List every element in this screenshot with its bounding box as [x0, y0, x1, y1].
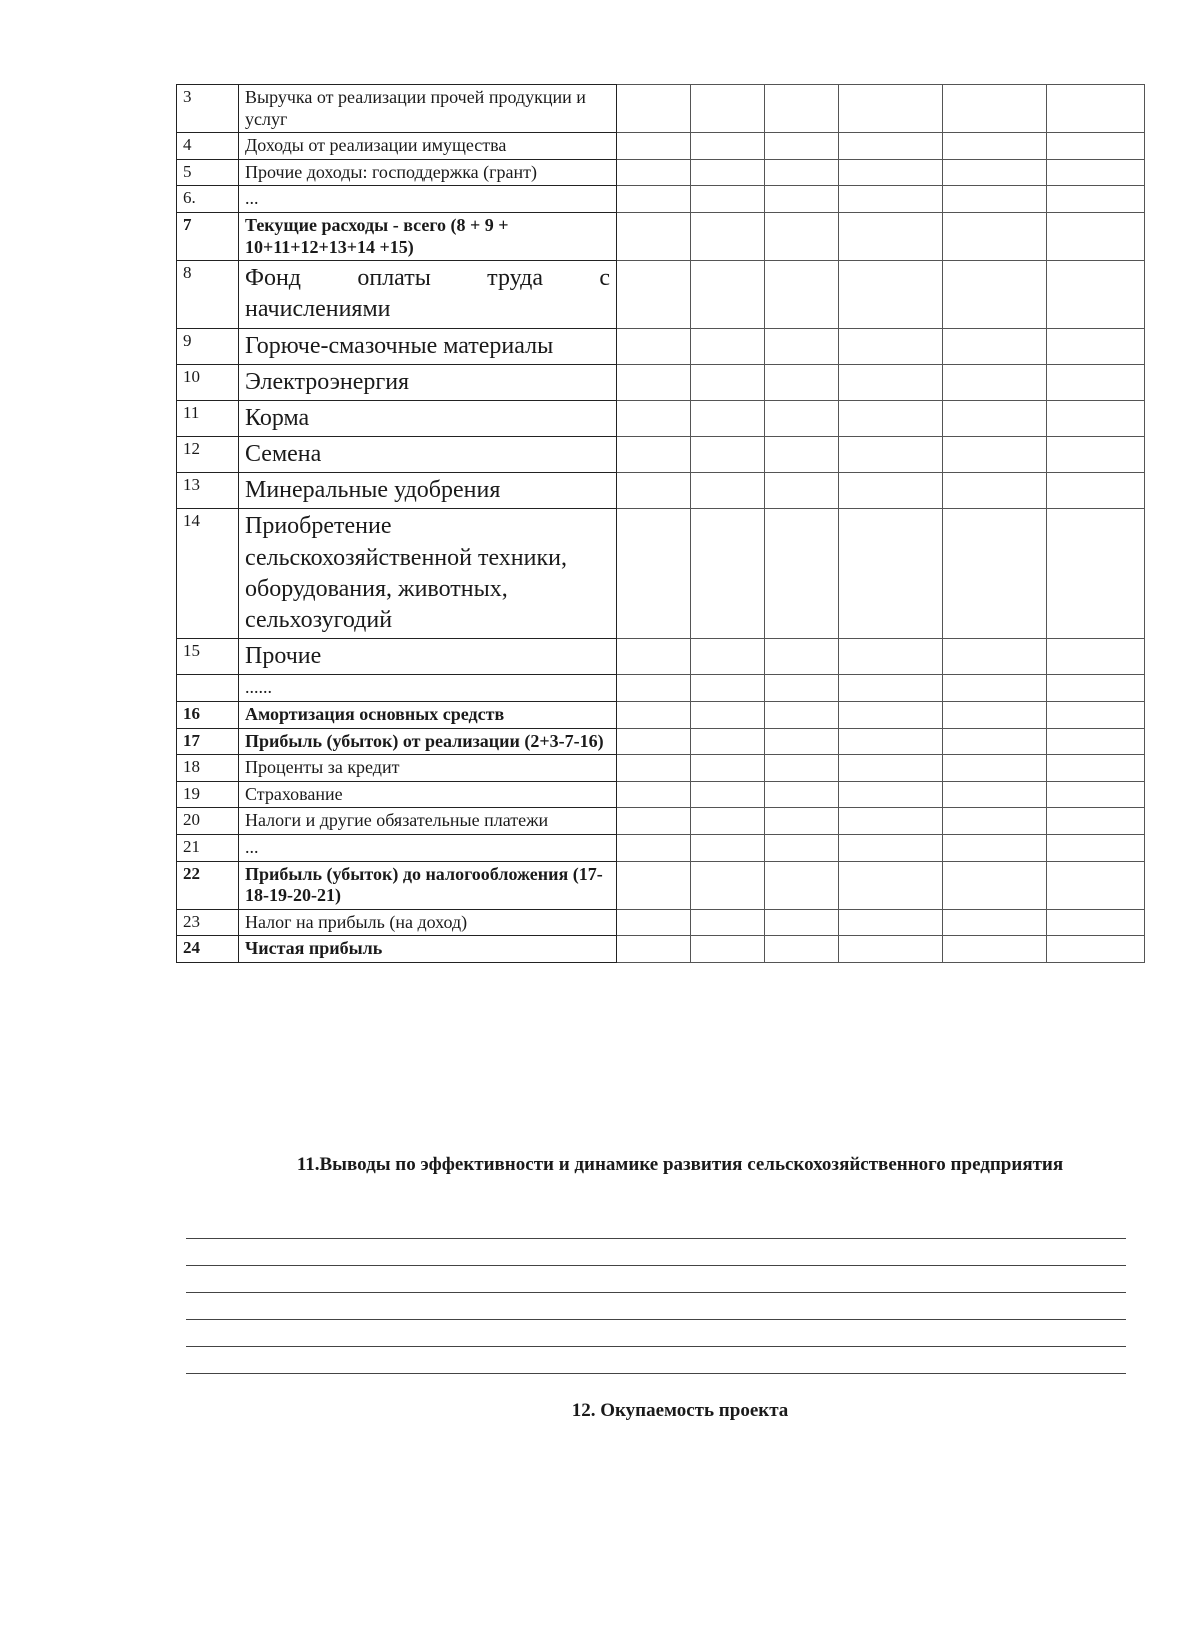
- value-cell[interactable]: [617, 159, 691, 186]
- row-indicator-name: ...: [239, 186, 617, 213]
- value-cell[interactable]: [691, 936, 765, 963]
- value-cell[interactable]: [691, 702, 765, 729]
- value-cell[interactable]: [691, 728, 765, 755]
- value-cell[interactable]: [765, 861, 839, 909]
- value-cell[interactable]: [943, 186, 1047, 213]
- value-cell[interactable]: [691, 861, 765, 909]
- value-cell[interactable]: [617, 834, 691, 861]
- value-cell[interactable]: [839, 808, 943, 835]
- value-cell[interactable]: [943, 473, 1047, 509]
- row-indicator-name: Горюче-смазочные материалы: [239, 328, 617, 364]
- value-cell[interactable]: [839, 85, 943, 133]
- value-cell[interactable]: [691, 437, 765, 473]
- table-row: [177, 834, 1145, 861]
- row-number: 11: [177, 400, 239, 436]
- value-cell[interactable]: [617, 808, 691, 835]
- value-cell[interactable]: [839, 781, 943, 808]
- value-cell[interactable]: [765, 808, 839, 835]
- value-cell[interactable]: [839, 509, 943, 639]
- value-cell[interactable]: [617, 781, 691, 808]
- table-row: [177, 437, 1145, 473]
- row-number: 8: [177, 261, 239, 328]
- blank-line[interactable]: [186, 1347, 1126, 1374]
- value-cell[interactable]: [691, 909, 765, 936]
- value-cell[interactable]: [617, 936, 691, 963]
- value-cell[interactable]: [943, 159, 1047, 186]
- value-cell[interactable]: [691, 473, 765, 509]
- row-indicator-name: Семена: [239, 437, 617, 473]
- value-cell[interactable]: [765, 328, 839, 364]
- row-indicator-name: Прибыль (убыток) до налогообложения (17-18-19-20-21): [239, 861, 617, 909]
- row-number: 17: [177, 728, 239, 755]
- value-cell[interactable]: [1047, 212, 1145, 260]
- table-row: [177, 639, 1145, 675]
- value-cell[interactable]: [617, 755, 691, 782]
- value-cell[interactable]: [617, 639, 691, 675]
- blank-line[interactable]: [186, 1293, 1126, 1320]
- value-cell[interactable]: [943, 755, 1047, 782]
- value-cell[interactable]: [943, 509, 1047, 639]
- row-indicator-name: Минеральные удобрения: [239, 473, 617, 509]
- value-cell[interactable]: [943, 728, 1047, 755]
- value-cell[interactable]: [765, 509, 839, 639]
- value-cell[interactable]: [1047, 261, 1145, 328]
- row-number: 23: [177, 909, 239, 936]
- row-indicator-name: Доходы от реализации имущества: [239, 133, 617, 160]
- value-cell[interactable]: [691, 364, 765, 400]
- value-cell[interactable]: [1047, 400, 1145, 436]
- value-cell[interactable]: [765, 702, 839, 729]
- table-row: [177, 509, 1145, 639]
- row-indicator-name: Корма: [239, 400, 617, 436]
- table-row: [177, 861, 1145, 909]
- value-cell[interactable]: [1047, 509, 1145, 639]
- value-cell[interactable]: [617, 473, 691, 509]
- row-number: 9: [177, 328, 239, 364]
- value-cell[interactable]: [1047, 834, 1145, 861]
- value-cell[interactable]: [839, 755, 943, 782]
- row-indicator-name: ......: [239, 675, 617, 702]
- value-cell[interactable]: [691, 639, 765, 675]
- value-cell[interactable]: [1047, 936, 1145, 963]
- value-cell[interactable]: [943, 781, 1047, 808]
- value-cell[interactable]: [839, 639, 943, 675]
- table-row: [177, 212, 1145, 260]
- blank-line[interactable]: [186, 1320, 1126, 1347]
- value-cell[interactable]: [617, 702, 691, 729]
- row-number: 12: [177, 437, 239, 473]
- row-number: 21: [177, 834, 239, 861]
- row-number: 19: [177, 781, 239, 808]
- row-number: 14: [177, 509, 239, 639]
- value-cell[interactable]: [765, 85, 839, 133]
- value-cell[interactable]: [691, 400, 765, 436]
- value-cell[interactable]: [943, 85, 1047, 133]
- value-cell[interactable]: [1047, 909, 1145, 936]
- table-row: [177, 909, 1145, 936]
- value-cell[interactable]: [1047, 133, 1145, 160]
- value-cell[interactable]: [1047, 159, 1145, 186]
- value-cell[interactable]: [839, 261, 943, 328]
- table-row: [177, 781, 1145, 808]
- value-cell[interactable]: [1047, 437, 1145, 473]
- table-row: [177, 85, 1145, 133]
- table-row: [177, 473, 1145, 509]
- table-row: [177, 133, 1145, 160]
- value-cell[interactable]: [839, 133, 943, 160]
- value-cell[interactable]: [839, 861, 943, 909]
- value-cell[interactable]: [839, 834, 943, 861]
- row-indicator-name: Фонд оплаты труда с начислениями: [239, 261, 617, 328]
- value-cell[interactable]: [617, 186, 691, 213]
- value-cell[interactable]: [765, 212, 839, 260]
- row-indicator-name: Прибыль (убыток) от реализации (2+3-7-16): [239, 728, 617, 755]
- value-cell[interactable]: [765, 364, 839, 400]
- value-cell[interactable]: [765, 755, 839, 782]
- value-cell[interactable]: [617, 437, 691, 473]
- value-cell[interactable]: [839, 328, 943, 364]
- row-indicator-name: Чистая прибыль: [239, 936, 617, 963]
- row-indicator-name: ...: [239, 834, 617, 861]
- value-cell[interactable]: [765, 437, 839, 473]
- value-cell[interactable]: [943, 133, 1047, 160]
- value-cell[interactable]: [839, 364, 943, 400]
- value-cell[interactable]: [765, 834, 839, 861]
- row-number: 16: [177, 702, 239, 729]
- table-row: [177, 755, 1145, 782]
- table-row: [177, 702, 1145, 729]
- value-cell[interactable]: [943, 212, 1047, 260]
- value-cell[interactable]: [617, 400, 691, 436]
- value-cell[interactable]: [943, 364, 1047, 400]
- value-cell[interactable]: [943, 834, 1047, 861]
- value-cell[interactable]: [765, 186, 839, 213]
- value-cell[interactable]: [1047, 755, 1145, 782]
- value-cell[interactable]: [943, 400, 1047, 436]
- value-cell[interactable]: [691, 159, 765, 186]
- value-cell[interactable]: [943, 936, 1047, 963]
- blank-line[interactable]: [186, 1266, 1126, 1293]
- value-cell[interactable]: [943, 808, 1047, 835]
- table-row: [177, 808, 1145, 835]
- value-cell[interactable]: [943, 328, 1047, 364]
- value-cell[interactable]: [839, 473, 943, 509]
- value-cell[interactable]: [617, 328, 691, 364]
- row-indicator-name: Выручка от реализации прочей продукции и услуг: [239, 85, 617, 133]
- value-cell[interactable]: [765, 909, 839, 936]
- table-row: [177, 936, 1145, 963]
- row-number: 3: [177, 85, 239, 133]
- value-cell[interactable]: [691, 509, 765, 639]
- value-cell[interactable]: [943, 675, 1047, 702]
- row-indicator-name: Прочие: [239, 639, 617, 675]
- value-cell[interactable]: [617, 212, 691, 260]
- blank-line[interactable]: [186, 1239, 1126, 1266]
- section-11-title: 11.Выводы по эффективности и динамике развития сельскохозяйственного предприятия: [296, 1154, 1064, 1175]
- table-row: [177, 675, 1145, 702]
- section-12-title: 12. Окупаемость проекта: [571, 1400, 789, 1421]
- value-cell[interactable]: [943, 437, 1047, 473]
- value-cell[interactable]: [765, 781, 839, 808]
- value-cell[interactable]: [617, 261, 691, 328]
- value-cell[interactable]: [839, 936, 943, 963]
- value-cell[interactable]: [1047, 328, 1145, 364]
- table-row: [177, 159, 1145, 186]
- row-number: 15: [177, 639, 239, 675]
- value-cell[interactable]: [1047, 473, 1145, 509]
- row-indicator-name: Налог на прибыль (на доход): [239, 909, 617, 936]
- row-indicator-name: Налоги и другие обязательные платежи: [239, 808, 617, 835]
- row-number: 22: [177, 861, 239, 909]
- value-cell[interactable]: [1047, 364, 1145, 400]
- table-row: [177, 261, 1145, 328]
- value-cell[interactable]: [943, 261, 1047, 328]
- table-row: [177, 400, 1145, 436]
- table-row: [177, 728, 1145, 755]
- value-cell[interactable]: [617, 728, 691, 755]
- row-number: 20: [177, 808, 239, 835]
- value-cell[interactable]: [1047, 702, 1145, 729]
- value-cell[interactable]: [765, 728, 839, 755]
- row-indicator-name: Страхование: [239, 781, 617, 808]
- value-cell[interactable]: [839, 909, 943, 936]
- value-cell[interactable]: [1047, 675, 1145, 702]
- value-cell[interactable]: [839, 437, 943, 473]
- financial-results-table: [176, 84, 1145, 963]
- value-cell[interactable]: [617, 364, 691, 400]
- value-cell[interactable]: [691, 675, 765, 702]
- value-cell[interactable]: [691, 133, 765, 160]
- value-cell[interactable]: [617, 909, 691, 936]
- row-indicator-name: Текущие расходы - всего (8 + 9 + 10+11+12+13+14 +15): [239, 212, 617, 260]
- value-cell[interactable]: [839, 702, 943, 729]
- value-cell[interactable]: [617, 85, 691, 133]
- value-cell[interactable]: [691, 834, 765, 861]
- value-cell[interactable]: [943, 702, 1047, 729]
- row-number: 10: [177, 364, 239, 400]
- value-cell[interactable]: [943, 861, 1047, 909]
- row-number: 18: [177, 755, 239, 782]
- value-cell[interactable]: [1047, 781, 1145, 808]
- value-cell[interactable]: [765, 133, 839, 160]
- value-cell[interactable]: [943, 909, 1047, 936]
- value-cell[interactable]: [765, 159, 839, 186]
- blank-line[interactable]: [186, 1212, 1126, 1239]
- value-cell[interactable]: [839, 728, 943, 755]
- value-cell[interactable]: [691, 186, 765, 213]
- value-cell[interactable]: [691, 755, 765, 782]
- row-indicator-name: Проценты за кредит: [239, 755, 617, 782]
- value-cell[interactable]: [1047, 186, 1145, 213]
- value-cell[interactable]: [691, 85, 765, 133]
- value-cell[interactable]: [765, 675, 839, 702]
- table-row: [177, 186, 1145, 213]
- row-number: 24: [177, 936, 239, 963]
- value-cell[interactable]: [1047, 808, 1145, 835]
- value-cell[interactable]: [765, 400, 839, 436]
- value-cell[interactable]: [765, 473, 839, 509]
- row-indicator-name: Приобретение сельскохозяйственной техники, оборудования, животных, сельхозугодий: [239, 509, 617, 639]
- value-cell[interactable]: [1047, 639, 1145, 675]
- row-indicator-name: Амортизация основных средств: [239, 702, 617, 729]
- value-cell[interactable]: [839, 159, 943, 186]
- value-cell[interactable]: [943, 639, 1047, 675]
- value-cell[interactable]: [839, 675, 943, 702]
- value-cell[interactable]: [1047, 728, 1145, 755]
- value-cell[interactable]: [617, 861, 691, 909]
- value-cell[interactable]: [839, 400, 943, 436]
- conclusions-blank-lines: [186, 1212, 1126, 1374]
- row-number: 7: [177, 212, 239, 260]
- table-row: [177, 328, 1145, 364]
- value-cell[interactable]: [617, 675, 691, 702]
- row-number: 6.: [177, 186, 239, 213]
- value-cell[interactable]: [691, 781, 765, 808]
- value-cell[interactable]: [765, 261, 839, 328]
- value-cell[interactable]: [765, 639, 839, 675]
- value-cell[interactable]: [839, 186, 943, 213]
- value-cell[interactable]: [691, 212, 765, 260]
- row-number: 5: [177, 159, 239, 186]
- value-cell[interactable]: [691, 328, 765, 364]
- value-cell[interactable]: [1047, 85, 1145, 133]
- row-number: 4: [177, 133, 239, 160]
- value-cell[interactable]: [617, 133, 691, 160]
- row-indicator-name: Электроэнергия: [239, 364, 617, 400]
- row-number: [177, 675, 239, 702]
- value-cell[interactable]: [765, 936, 839, 963]
- value-cell[interactable]: [691, 808, 765, 835]
- value-cell[interactable]: [1047, 861, 1145, 909]
- value-cell[interactable]: [617, 509, 691, 639]
- value-cell[interactable]: [691, 261, 765, 328]
- value-cell[interactable]: [839, 212, 943, 260]
- row-number: 13: [177, 473, 239, 509]
- row-indicator-name: Прочие доходы: господдержка (грант): [239, 159, 617, 186]
- table-row: [177, 364, 1145, 400]
